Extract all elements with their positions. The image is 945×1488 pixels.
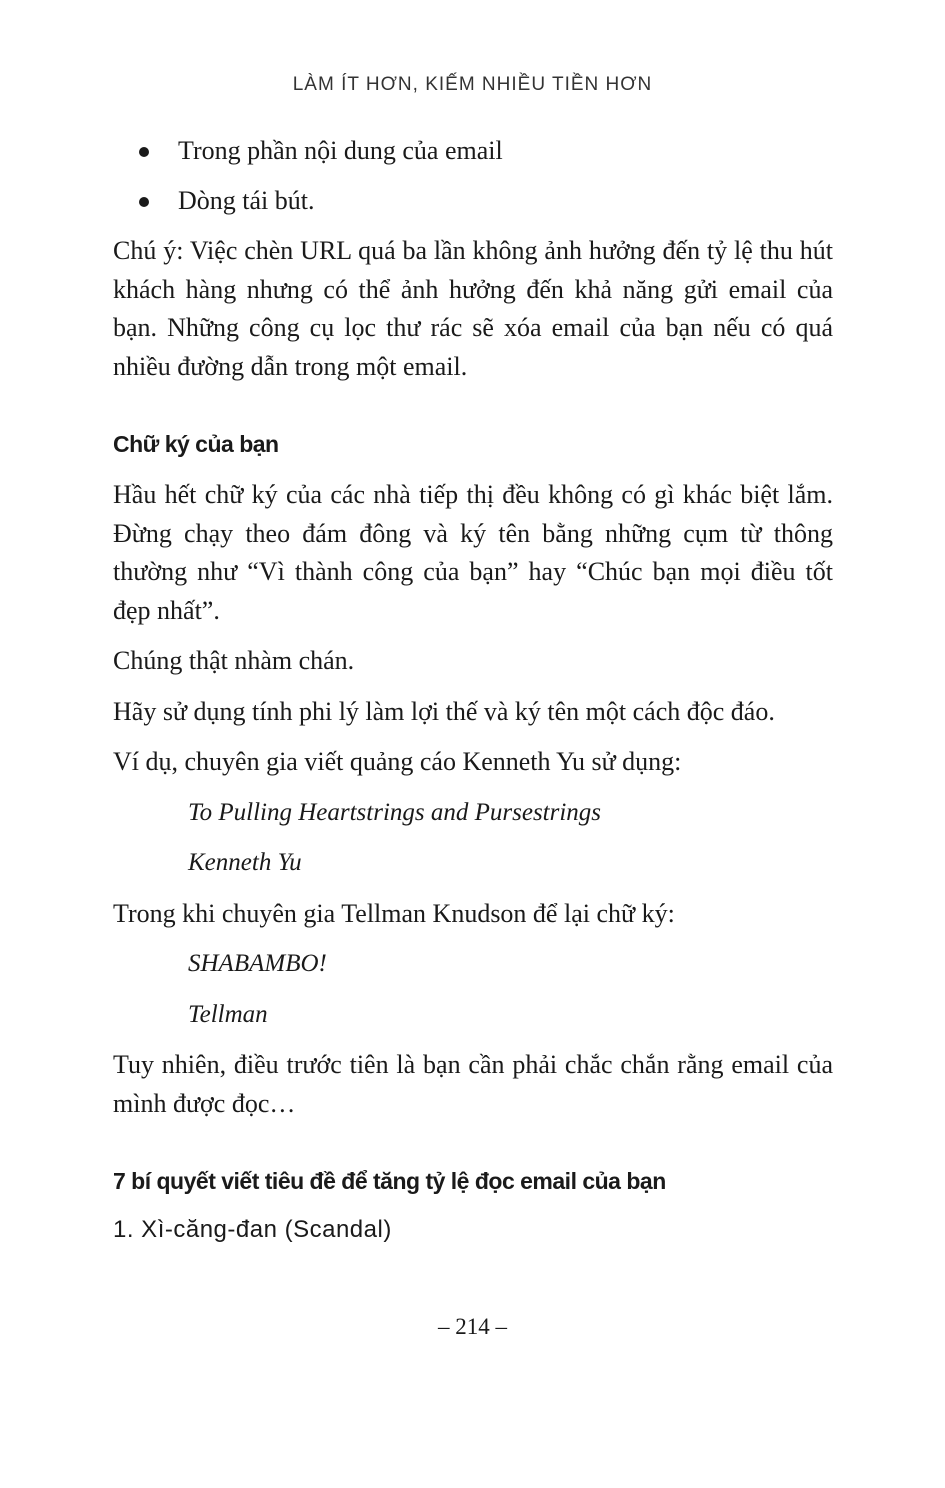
paragraph: Hầu hết chữ ký của các nhà tiếp thị đều không có gì khác biệt lắm. Đừng chạy theo đám đông và ký tên bằng những cụm từ thông thường như “Vì thành công của bạn” hay “Chúc bạn mọi điều tốt đẹp nhất”.	[113, 480, 833, 625]
section-heading-signature: Chữ ký của bạn	[113, 431, 279, 457]
paragraph: Trong khi chuyên gia Tellman Knudson để lại chữ ký:	[113, 898, 675, 928]
section-heading-subject-tips: 7 bí quyết viết tiêu đề để tăng tỷ lệ đọc email của bạn	[113, 1168, 666, 1194]
bullet-icon	[139, 147, 149, 157]
running-header: LÀM ÍT HƠN, KIẾM NHIỀU TIỀN HƠN	[292, 74, 653, 95]
numbered-item: 1. Xì-căng-đan (Scandal)	[113, 1216, 392, 1243]
list-item-text: Dòng tái bút.	[178, 186, 315, 215]
signature-example-line: SHABAMBO!	[188, 950, 327, 977]
paragraph: Hãy sử dụng tính phi lý làm lợi thế và ký tên một cách độc đáo.	[113, 696, 775, 726]
paragraph: Chúng thật nhàm chán.	[113, 646, 355, 675]
list-item	[113, 132, 833, 170]
paragraph: Tuy nhiên, điều trước tiên là bạn cần phải chắc chắn rằng email của mình được đọc…	[113, 1050, 833, 1118]
list-item	[113, 182, 833, 220]
signature-example-line: Tellman	[188, 1000, 268, 1028]
paragraph: Ví dụ, chuyên gia viết quảng cáo Kenneth Yu sử dụng:	[113, 747, 682, 776]
page-body	[113, 132, 833, 1249]
signature-example-line: Kenneth Yu	[188, 849, 302, 876]
bullet-icon	[139, 197, 149, 207]
list-item-text: Trong phần nội dung của email	[178, 136, 503, 165]
note-paragraph: Chú ý: Việc chèn URL quá ba lần không ảnh hưởng đến tỷ lệ thu hút khách hàng nhưng có thể ảnh hưởng đến khả năng gửi email của bạn. Những công cụ lọc thư rác sẽ xóa email của bạn nếu có quá nhiều đường dẫn trong một email.	[113, 236, 833, 381]
page-number: – 214 –	[438, 1314, 507, 1339]
signature-example-line: To Pulling Heartstrings and Pursestrings	[188, 798, 602, 826]
